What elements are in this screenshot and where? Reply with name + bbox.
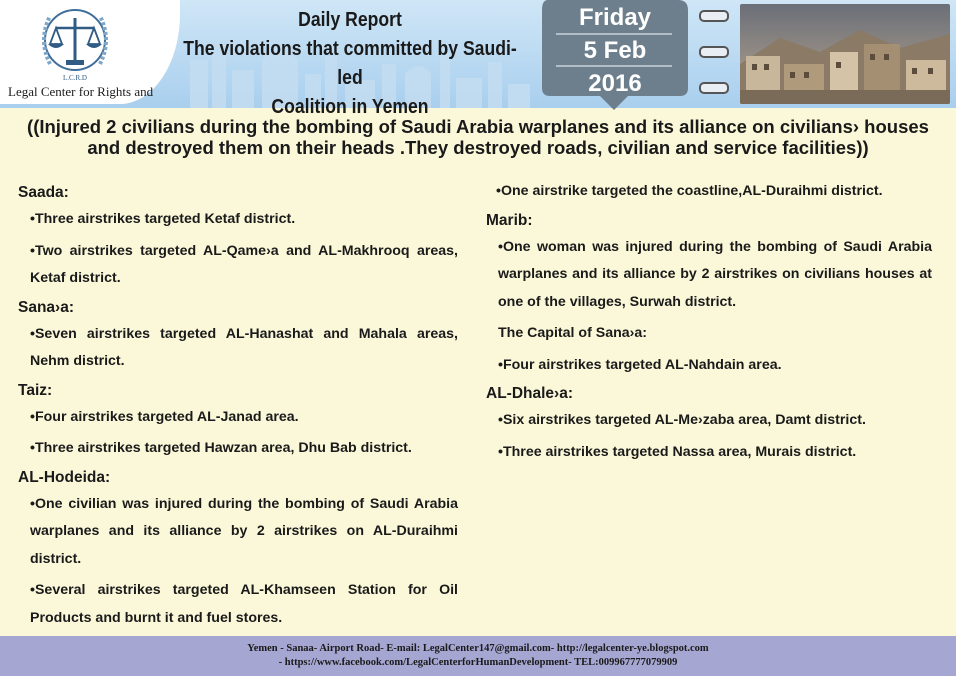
incident-item: •One airstrike targeted the coastline,AL-Duraihmi district.	[496, 183, 883, 199]
date-day-month: 5 Feb	[583, 37, 647, 64]
incident-item: •Four airstrikes targeted AL-Nahdain area.	[498, 356, 782, 373]
title-line-1: Daily Report	[298, 9, 402, 31]
report-header	[0, 0, 956, 118]
report-headline: ((Injured 2 civilians during the bombing of Saudi Arabia warplanes and its alliance on civilians› houses and destroyed them on their heads .They destroyed roads, civilian and service facilities))	[27, 116, 929, 158]
logo-panel	[0, 0, 180, 104]
report-title	[174, 6, 526, 122]
binder-ring-icon	[699, 10, 729, 22]
incident-item: •One civilian was injured during the bombing of Saudi Arabia warplanes and its alliance by 2 airstrikes on AL-Duraihmi district.	[30, 495, 458, 567]
incident-item: •Three airstrikes targeted Hawzan area, Dhu Bab district.	[30, 440, 412, 456]
incident-item: •Several airstrikes targeted AL-Khamseen Station for Oil Products and burnt it and fuel stores.	[30, 582, 458, 626]
organization-name: Legal Center for Rights and	[8, 84, 154, 99]
incident-item: •One woman was injured during the bombing of Saudi Arabia warplanes and its alliance by 2 airstrikes on civilians houses at one of the villages, Surwah district.	[498, 238, 932, 310]
section-title-taiz: Taiz:	[18, 381, 53, 399]
title-line-2: The violations that committed by Saudi-led	[183, 38, 517, 89]
title-line-3: Coalition in Yemen	[271, 96, 429, 118]
destroyed-buildings-photo	[740, 4, 950, 104]
date-year: 2016	[588, 70, 642, 97]
date-day: Friday	[578, 4, 652, 31]
section-title-saada: Saada:	[18, 184, 69, 201]
right-column	[486, 178, 932, 470]
binder-ring-icon	[699, 82, 729, 94]
left-column	[18, 178, 458, 636]
contact-footer	[0, 636, 956, 676]
incident-item: •Three airstrikes targeted Nassa area, Murais district.	[498, 443, 857, 460]
footer-contact-line: - https://www.facebook.com/LegalCenterforHumanDevelopment- TEL:009967777079909	[278, 657, 678, 668]
incident-item: •Three airstrikes targeted Ketaf district.	[30, 211, 296, 227]
section-title-hodeida: AL-Hodeida:	[18, 468, 111, 486]
scales-of-justice-logo-icon	[30, 4, 120, 84]
section-title-sanaa: Sana›a:	[18, 298, 74, 316]
incident-item: •Six airstrikes targeted AL-Me›zaba area, Damt district.	[498, 412, 866, 428]
section-title-marib: Marib:	[486, 211, 533, 229]
incident-item: •Two airstrikes targeted AL-Qame›a and AL-Makhrooq areas, Ketaf district.	[30, 242, 458, 286]
binder-ring-icon	[699, 46, 729, 58]
incident-item: •Seven airstrikes targeted AL-Hanashat and Mahala areas, Nehm district.	[30, 325, 458, 369]
section-title-capital-sanaa: The Capital of Sana›a:	[498, 325, 647, 341]
section-title-dhalea: AL-Dhale›a:	[486, 385, 573, 402]
incident-item: •Four airstrikes targeted AL-Janad area.	[30, 408, 299, 425]
logo-text: L.C.R.D	[63, 74, 87, 82]
footer-address-line: Yemen - Sanaa- Airport Road- E-mail: LegalCenter147@gmail.com- http://legalcenter-ye.blogspot.com	[247, 643, 709, 654]
